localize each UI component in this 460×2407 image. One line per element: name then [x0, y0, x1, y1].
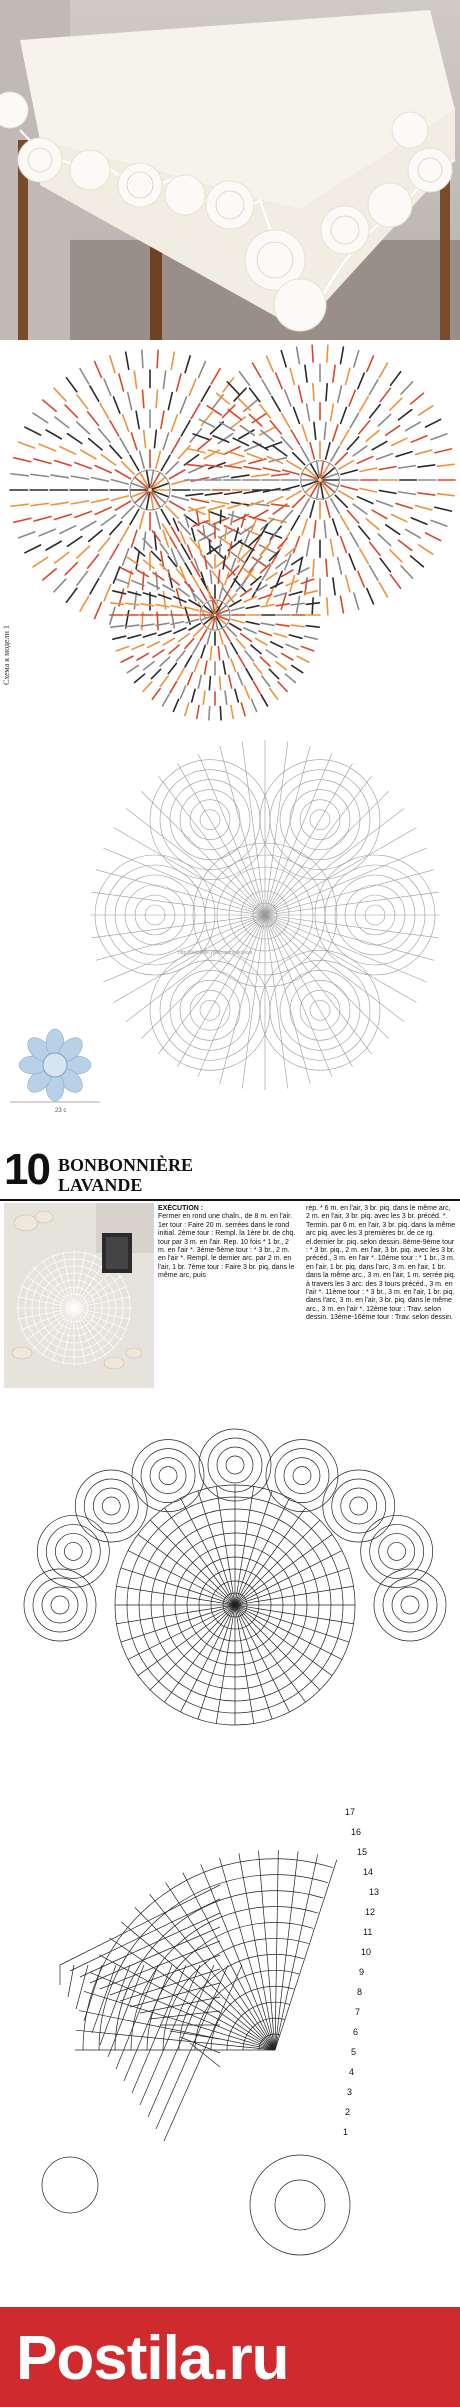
row-number-label: 1 [343, 2127, 349, 2137]
row-number-label: 12 [365, 1907, 376, 1917]
pattern-title-line2: LAVANDE [58, 1175, 143, 1195]
row-number-label: 5 [351, 2047, 357, 2057]
colored-chart-motifs [10, 345, 455, 720]
row-number-label: 2 [345, 2107, 351, 2117]
row-number-label: 7 [355, 2007, 361, 2017]
row-number-label: 8 [357, 1987, 363, 1997]
postila-logo-text: Postila.ru [16, 2324, 289, 2393]
execution-heading: EXÉCUTION : [158, 1205, 204, 1212]
row-number-label: 9 [359, 1967, 365, 1977]
row-number-label: 14 [363, 1867, 374, 1877]
row-number-label: 16 [351, 1827, 362, 1837]
fan-chart-motif [42, 1850, 353, 2255]
row-number-label: 6 [353, 2027, 359, 2037]
black-doily-chart-drawing [0, 1395, 460, 1765]
doily-photo [4, 1203, 154, 1388]
small-motif-preview [10, 1029, 100, 1102]
colored-chart-drawing [0, 340, 460, 740]
row-number-label: 15 [357, 1847, 368, 1857]
instructions-column-1: Fermer en rond une chaîn., de 8 m. en l'air. 1er tour : Faire 20 m. serrées dans le rond initial. 2ème tour : Rempl. la 1ère br. de chq. tour par 3 m. en l'air. Rep. 10 fois * 1 br., 2 m. en l'air *. 3ème-5ème tour : * 3 br., 2 m. en l'air *. Rempl. le dernier arc. par 2 m. en l'air, 1 br. 7ème tour : Faire 3 br. piq. dans le même arc, puis [158, 1213, 296, 1280]
pattern-number: 10 [4, 1145, 49, 1194]
row-number-label: 3 [347, 2087, 353, 2097]
dimension-label: 23 c [55, 1108, 67, 1114]
fan-chart-drawing [0, 1765, 460, 2305]
colored-crochet-chart [0, 340, 460, 740]
tablecloth-photo-image [0, 0, 460, 340]
divider [0, 1199, 460, 1201]
grey-chart-motif [90, 740, 440, 1090]
chart-side-label: Схема к модели 1 [2, 625, 11, 685]
fan-chart [0, 1765, 460, 2305]
grey-motif-chart [0, 740, 460, 1140]
row-number-label: 17 [345, 1807, 356, 1817]
tablecloth-photo [0, 0, 460, 340]
chart-watermark: http://liukrinite.yolvo.com/nikolaya [178, 950, 253, 956]
black-chart-motif [24, 1429, 446, 1725]
pattern-title-line1: BONBONNIÈRE [58, 1155, 194, 1175]
bonbonniere-page [0, 1145, 460, 1390]
row-number-label: 4 [349, 2067, 355, 2077]
row-number-label: 10 [361, 1947, 372, 1957]
row-number-label: 13 [369, 1887, 380, 1897]
doily-chart-3 [0, 1395, 460, 1765]
grey-chart-drawing [0, 740, 460, 1140]
row-number-label: 11 [363, 1927, 373, 1937]
instructions-column-2: rép. * 6 m. en l'air, 3 br. piq. dans le même arc, 2 m. en l'air, 3 br. piq. avec les 3 br. précéd. *. Termin. par 6 m. en l'air, 3 br. piq. dans la même arc piq. avec les 3 premières br. de ce rg. el.dernier br. piq. selon dessin. 8ème-9ème tour : * 3 br. piq., 2 m. en l'air, 3 br. piq. avec les 3 br. précéd., 3 m. en l'air *. 10ème tour : * 1 br., 3 m. en l'air, 1 br. piq. dans l'arc, 3 m. en l'air, 1 br. dans la même arc., 3 m. en l'air, 1 m. serrée piq. à travers les 3 arc. des 3 tours précéd., 3 m. en l'air *. 11ème tour : * 3 br., 3 m. en l'air, 1 br. piq. dans l'arc, 3 m. en l'air, 3 br. piq. dans le même arc., 3 m. en l'air *. 12ème tour : Trav. selon dessin. 13ème-16ème tour : Trav. selon dessin. [306, 1205, 456, 1322]
postila-logo-bar[interactable] [0, 2307, 460, 2407]
